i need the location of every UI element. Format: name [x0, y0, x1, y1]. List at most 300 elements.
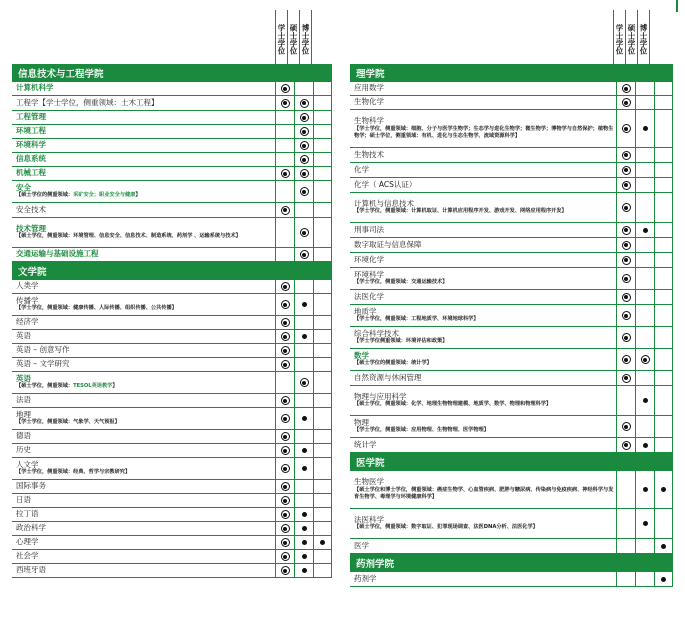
- ring-dot-icon: [281, 360, 290, 369]
- ring-dot-icon: [281, 346, 290, 355]
- degree-cell-master: [294, 508, 313, 521]
- ring-center: [624, 295, 628, 299]
- degree-cell-doctor: [313, 330, 332, 343]
- program-row: [12, 480, 332, 494]
- degree-cell-doctor: [654, 290, 673, 304]
- program-name: 工程学【学士学位，侧重领域：土木工程】: [16, 97, 159, 107]
- program-row: [12, 536, 332, 550]
- degree-cell-bachelor: [616, 290, 635, 304]
- degree-cell-bachelor: [275, 181, 294, 202]
- ring-dot-icon: [622, 293, 631, 302]
- ring-dot-icon: [281, 99, 290, 108]
- degree-cell-doctor: [654, 148, 673, 162]
- ring-center: [302, 172, 306, 176]
- degree-cell-doctor: [313, 564, 332, 577]
- dot-icon: [302, 540, 307, 545]
- program-cell: [12, 96, 275, 110]
- degree-cell-bachelor: [616, 539, 635, 553]
- degree-cell-master: [294, 125, 313, 138]
- degree-cell-doctor: [313, 522, 332, 535]
- degree-cell-master: [635, 110, 654, 147]
- ring-center: [302, 144, 306, 148]
- degree-cell-doctor: [313, 111, 332, 124]
- dot-icon: [302, 334, 307, 339]
- program-row: [12, 358, 332, 372]
- degree-cell-bachelor: [616, 349, 635, 370]
- degree-cell-bachelor: [616, 96, 635, 109]
- program-detail: [16, 233, 275, 240]
- degree-cell-doctor: [313, 181, 332, 202]
- program-name: 综合科学技术: [354, 328, 399, 338]
- program-detail: [354, 524, 616, 531]
- program-name: 法语: [16, 395, 31, 405]
- program-name: 社会学: [16, 551, 39, 561]
- program-row: [350, 371, 673, 386]
- program-cell: [12, 153, 275, 166]
- ring-dot-icon: [622, 166, 631, 175]
- program-name: 物理与应用科学: [354, 391, 407, 401]
- degree-cell-doctor: [313, 248, 332, 261]
- program-name: 化学（ ACS认证）: [354, 179, 417, 189]
- degree-cell-master: [294, 444, 313, 457]
- program-name: 人类学: [16, 281, 39, 291]
- degree-cell-doctor: [313, 458, 332, 479]
- program-row: [350, 268, 673, 290]
- degree-cell-doctor: [654, 96, 673, 109]
- program-row: [12, 111, 332, 125]
- ring-dot-icon: [281, 510, 290, 519]
- degree-cell-doctor: [313, 82, 332, 95]
- program-row: [12, 508, 332, 522]
- program-row: [12, 125, 332, 139]
- program-name: 工程管理: [16, 112, 46, 122]
- program-name: 日语: [16, 495, 31, 505]
- ring-center: [283, 555, 287, 559]
- degree-cell-doctor: [313, 494, 332, 507]
- program-cell: [12, 248, 275, 261]
- ring-center: [302, 130, 306, 134]
- program-name: 生物技术: [354, 149, 384, 159]
- ring-center: [624, 153, 628, 157]
- degree-cell-master: [294, 294, 313, 315]
- detail-text: 【学士学位，侧重领域：健康传播、人际传播、组织传播、公共传播】: [16, 305, 177, 312]
- program-row: [350, 238, 673, 253]
- program-cell: [12, 508, 275, 521]
- degree-cell-doctor: [654, 193, 673, 222]
- ring-center: [283, 499, 287, 503]
- ring-dot-icon: [281, 552, 290, 561]
- program-cell: [12, 280, 275, 293]
- degree-cell-bachelor: [616, 268, 635, 289]
- program-cell: [12, 294, 275, 315]
- degree-cell-master: [294, 248, 313, 261]
- program-row: [12, 316, 332, 330]
- ring-dot-icon: [300, 378, 309, 387]
- program-cell: [12, 344, 275, 357]
- program-row: [350, 148, 673, 163]
- ring-center: [283, 435, 287, 439]
- program-name: 西班牙语: [16, 565, 46, 575]
- ring-dot-icon: [622, 84, 631, 93]
- program-cell: [350, 193, 616, 222]
- degree-cell-bachelor: [616, 416, 635, 437]
- degree-cell-bachelor: [275, 458, 294, 479]
- left-program-table: [12, 64, 332, 578]
- ring-center: [283, 285, 287, 289]
- program-name: 拉丁语: [16, 509, 39, 519]
- degree-cell-doctor: [654, 268, 673, 289]
- degree-cell-master: [635, 438, 654, 452]
- degree-cell-bachelor: [275, 248, 294, 261]
- dot-icon: [302, 512, 307, 517]
- degree-cell-doctor: [313, 218, 332, 247]
- program-name: 国际事务: [16, 481, 46, 491]
- degree-cell-bachelor: [275, 330, 294, 343]
- ring-center: [283, 172, 287, 176]
- ring-dot-icon: [281, 84, 290, 93]
- ring-dot-icon: [281, 446, 290, 455]
- degree-cell-bachelor: [616, 438, 635, 452]
- program-name: 统计学: [354, 439, 377, 449]
- program-row: [12, 394, 332, 408]
- detail-text: 【硕士学位，侧重领域：数字取证、犯罪现场调查、法医DNA分析、法医化学】: [354, 524, 538, 531]
- header-bachelor: 学士学位: [613, 10, 625, 68]
- degree-cell-master: [294, 430, 313, 443]
- program-cell: [350, 290, 616, 304]
- ring-dot-icon: [281, 206, 290, 215]
- degree-cell-master: [635, 253, 654, 267]
- degree-cell-bachelor: [275, 111, 294, 124]
- degree-cell-master: [635, 386, 654, 415]
- degree-cell-bachelor: [275, 96, 294, 110]
- degree-cell-master: [294, 153, 313, 166]
- ring-dot-icon: [622, 241, 631, 250]
- degree-cell-master: [635, 539, 654, 553]
- program-name: 安全技术: [16, 204, 46, 214]
- ring-center: [624, 101, 628, 105]
- program-cell: [12, 218, 275, 247]
- right-degree-header: [613, 10, 650, 68]
- program-name: 心理学: [16, 537, 39, 547]
- ring-dot-icon: [300, 113, 309, 122]
- detail-text: 【学士学位，侧重领域：应用物理、生物物理、医学物理】: [354, 427, 489, 434]
- program-row: [350, 349, 673, 371]
- program-row: [350, 82, 673, 96]
- ring-center: [624, 87, 628, 91]
- degree-cell-bachelor: [616, 471, 635, 508]
- detail-highlight: 采矿安全；职业安全与健康: [73, 192, 136, 199]
- program-row: [350, 96, 673, 110]
- degree-cell-master: [635, 416, 654, 437]
- degree-cell-doctor: [313, 550, 332, 563]
- program-cell: [12, 408, 275, 429]
- page-edge-mark: [676, 0, 678, 12]
- program-cell: [12, 372, 275, 393]
- degree-cell-master: [635, 572, 654, 586]
- program-cell: [12, 330, 275, 343]
- ring-center: [283, 399, 287, 403]
- program-row: [12, 344, 332, 358]
- section-header: 药剂学院: [350, 554, 673, 572]
- program-name: 经济学: [16, 317, 39, 327]
- ring-center: [283, 541, 287, 545]
- degree-cell-bachelor: [616, 178, 635, 192]
- program-name: 政治科学: [16, 523, 46, 533]
- ring-center: [624, 228, 628, 232]
- program-cell: [12, 536, 275, 549]
- degree-cell-master: [635, 349, 654, 370]
- program-name: 环境科学: [16, 140, 46, 150]
- program-row: [12, 430, 332, 444]
- degree-cell-doctor: [313, 316, 332, 329]
- degree-cell-doctor: [313, 344, 332, 357]
- program-name: 英语 – 文学研究: [16, 359, 70, 369]
- ring-dot-icon: [281, 432, 290, 441]
- ring-center: [624, 168, 628, 172]
- program-cell: [350, 305, 616, 326]
- degree-cell-doctor: [654, 572, 673, 586]
- degree-cell-master: [635, 82, 654, 95]
- degree-cell-doctor: [654, 539, 673, 553]
- program-name: 应用数学: [354, 83, 384, 93]
- ring-center: [302, 116, 306, 120]
- degree-cell-master: [294, 480, 313, 493]
- degree-cell-doctor: [313, 536, 332, 549]
- program-row: [12, 330, 332, 344]
- program-row: [12, 203, 332, 218]
- program-cell: [350, 509, 616, 538]
- ring-dot-icon: [281, 332, 290, 341]
- program-row: [12, 550, 332, 564]
- program-cell: [12, 444, 275, 457]
- program-row: [12, 444, 332, 458]
- degree-cell-doctor: [313, 444, 332, 457]
- degree-cell-doctor: [313, 167, 332, 180]
- ring-dot-icon: [281, 566, 290, 575]
- program-row: [350, 438, 673, 453]
- dot-icon: [643, 521, 648, 526]
- program-cell: [12, 125, 275, 138]
- program-cell: [12, 82, 275, 95]
- program-name: 生物科学: [354, 116, 384, 126]
- ring-center: [624, 425, 628, 429]
- program-cell: [350, 253, 616, 267]
- degree-cell-master: [294, 564, 313, 577]
- degree-cell-bachelor: [275, 139, 294, 152]
- program-row: [12, 139, 332, 153]
- degree-cell-doctor: [313, 480, 332, 493]
- detail-text: 【硕士学位和博士学位，侧重领域：癌症生物学、心血管疾病、肥胖与糖尿病、传染病与免疫疾病、神经科学与发育生物学、毒理学与环境健康科学】: [354, 486, 614, 500]
- program-name: 生物医学: [354, 477, 384, 487]
- program-row: [350, 290, 673, 305]
- degree-cell-bachelor: [275, 480, 294, 493]
- dot-icon: [302, 448, 307, 453]
- program-detail: [354, 338, 616, 345]
- ring-dot-icon: [622, 203, 631, 212]
- program-name: 英语: [16, 373, 31, 383]
- program-cell: [350, 349, 616, 370]
- ring-dot-icon: [622, 181, 631, 190]
- degree-cell-bachelor: [275, 316, 294, 329]
- program-cell: [12, 139, 275, 152]
- program-cell: [350, 539, 616, 553]
- ring-center: [624, 183, 628, 187]
- program-name: 计算机科学: [16, 83, 54, 93]
- program-name: 物理: [354, 417, 369, 427]
- degree-cell-doctor: [313, 203, 332, 217]
- degree-cell-master: [294, 167, 313, 180]
- ring-center: [624, 443, 628, 447]
- ring-center: [283, 467, 287, 471]
- degree-cell-bachelor: [275, 430, 294, 443]
- program-row: [350, 539, 673, 554]
- degree-cell-master: [294, 458, 313, 479]
- dot-icon: [302, 568, 307, 573]
- ring-dot-icon: [281, 524, 290, 533]
- program-name: 地理: [16, 409, 31, 419]
- ring-center: [283, 513, 287, 517]
- degree-cell-doctor: [654, 327, 673, 348]
- section-header: 文学院: [12, 262, 332, 280]
- degree-cell-doctor: [654, 253, 673, 267]
- program-name: 化学: [354, 164, 369, 174]
- degree-cell-bachelor: [275, 522, 294, 535]
- degree-cell-master: [635, 96, 654, 109]
- degree-cell-doctor: [654, 416, 673, 437]
- program-name: 技术管理: [16, 223, 46, 233]
- program-detail: [354, 487, 616, 501]
- ring-dot-icon: [622, 274, 631, 283]
- degree-cell-bachelor: [275, 372, 294, 393]
- detail-text: 【硕士学位，侧重领域：: [16, 383, 74, 390]
- degree-cell-doctor: [654, 305, 673, 326]
- detail-text: 【硕士学位，侧重领域：化学、地理生物物理建模、地质学、数学、物理和物理科学】: [354, 401, 552, 408]
- ring-dot-icon: [622, 311, 631, 320]
- degree-cell-doctor: [654, 178, 673, 192]
- program-cell: [350, 572, 616, 586]
- program-cell: [12, 458, 275, 479]
- ring-dot-icon: [641, 355, 650, 364]
- program-cell: [350, 471, 616, 508]
- program-detail: [354, 360, 616, 367]
- dot-icon: [661, 487, 666, 492]
- degree-cell-master: [294, 536, 313, 549]
- ring-center: [624, 314, 628, 318]
- program-name: 传播学: [16, 295, 39, 305]
- program-row: [350, 386, 673, 416]
- program-detail: [16, 305, 275, 312]
- degree-cell-doctor: [313, 294, 332, 315]
- program-name: 机械工程: [16, 168, 46, 178]
- program-detail: [354, 427, 616, 434]
- ring-center: [302, 231, 306, 235]
- ring-dot-icon: [622, 333, 631, 342]
- program-cell: [350, 238, 616, 252]
- degree-cell-master: [294, 358, 313, 371]
- program-cell: [12, 522, 275, 535]
- degree-cell-master: [635, 163, 654, 177]
- program-row: [12, 248, 332, 262]
- header-doctor: 博士学位: [637, 10, 650, 68]
- degree-cell-master: [635, 509, 654, 538]
- ring-dot-icon: [300, 187, 309, 196]
- program-name: 药剂学: [354, 573, 377, 583]
- degree-cell-doctor: [313, 125, 332, 138]
- degree-cell-bachelor: [275, 294, 294, 315]
- degree-cell-bachelor: [275, 536, 294, 549]
- degree-cell-doctor: [313, 508, 332, 521]
- dot-icon: [302, 554, 307, 559]
- degree-cell-bachelor: [616, 82, 635, 95]
- ring-center: [283, 87, 287, 91]
- ring-center: [624, 206, 628, 210]
- dot-icon: [661, 544, 666, 549]
- left-degree-header: [275, 10, 312, 68]
- program-detail: [354, 208, 616, 215]
- program-cell: [12, 316, 275, 329]
- degree-cell-master: [294, 203, 313, 217]
- section-header: 理学院: [350, 64, 673, 82]
- detail-text: 【学士学位，侧重领域：气象学、天气预报】: [16, 419, 120, 426]
- program-cell: [12, 203, 275, 217]
- ring-center: [283, 485, 287, 489]
- ring-dot-icon: [300, 141, 309, 150]
- program-cell: [350, 438, 616, 452]
- degree-cell-master: [294, 82, 313, 95]
- detail-end: 】: [135, 192, 141, 199]
- degree-cell-doctor: [654, 110, 673, 147]
- dot-icon: [661, 577, 666, 582]
- detail-text: 【学士学位，侧重领域：工程地质学、环境地球科学】: [354, 316, 479, 323]
- degree-cell-doctor: [313, 96, 332, 110]
- degree-cell-master: [635, 238, 654, 252]
- degree-cell-master: [294, 111, 313, 124]
- ring-center: [302, 253, 306, 257]
- ring-dot-icon: [622, 355, 631, 364]
- program-name: 环境化学: [354, 254, 384, 264]
- program-cell: [350, 268, 616, 289]
- header-master: 硕士学位: [287, 10, 299, 68]
- degree-cell-master: [635, 290, 654, 304]
- program-name: 交通运输与基础设施工程: [16, 249, 99, 259]
- program-row: [12, 218, 332, 248]
- program-cell: [12, 550, 275, 563]
- program-detail: [354, 401, 616, 408]
- program-cell: [12, 111, 275, 124]
- program-detail: [354, 279, 616, 286]
- dot-icon: [302, 302, 307, 307]
- degree-cell-master: [635, 371, 654, 385]
- program-row: [350, 178, 673, 193]
- ring-dot-icon: [622, 226, 631, 235]
- degree-cell-bachelor: [616, 110, 635, 147]
- program-row: [12, 564, 332, 578]
- program-cell: [12, 480, 275, 493]
- ring-center: [302, 381, 306, 385]
- ring-dot-icon: [281, 396, 290, 405]
- degree-cell-bachelor: [275, 125, 294, 138]
- program-name: 历史: [16, 445, 31, 455]
- degree-cell-master: [635, 471, 654, 508]
- ring-center: [283, 321, 287, 325]
- ring-dot-icon: [300, 155, 309, 164]
- detail-text: 【硕士学位，侧重领域：环境管理、信息安全、信息技术、制造系统、药剂学 、运输系统与技术】: [16, 233, 241, 240]
- program-name: 法医科学: [354, 514, 384, 524]
- degree-cell-doctor: [654, 82, 673, 95]
- program-row: [12, 82, 332, 96]
- program-detail: [16, 419, 275, 426]
- ring-dot-icon: [300, 169, 309, 178]
